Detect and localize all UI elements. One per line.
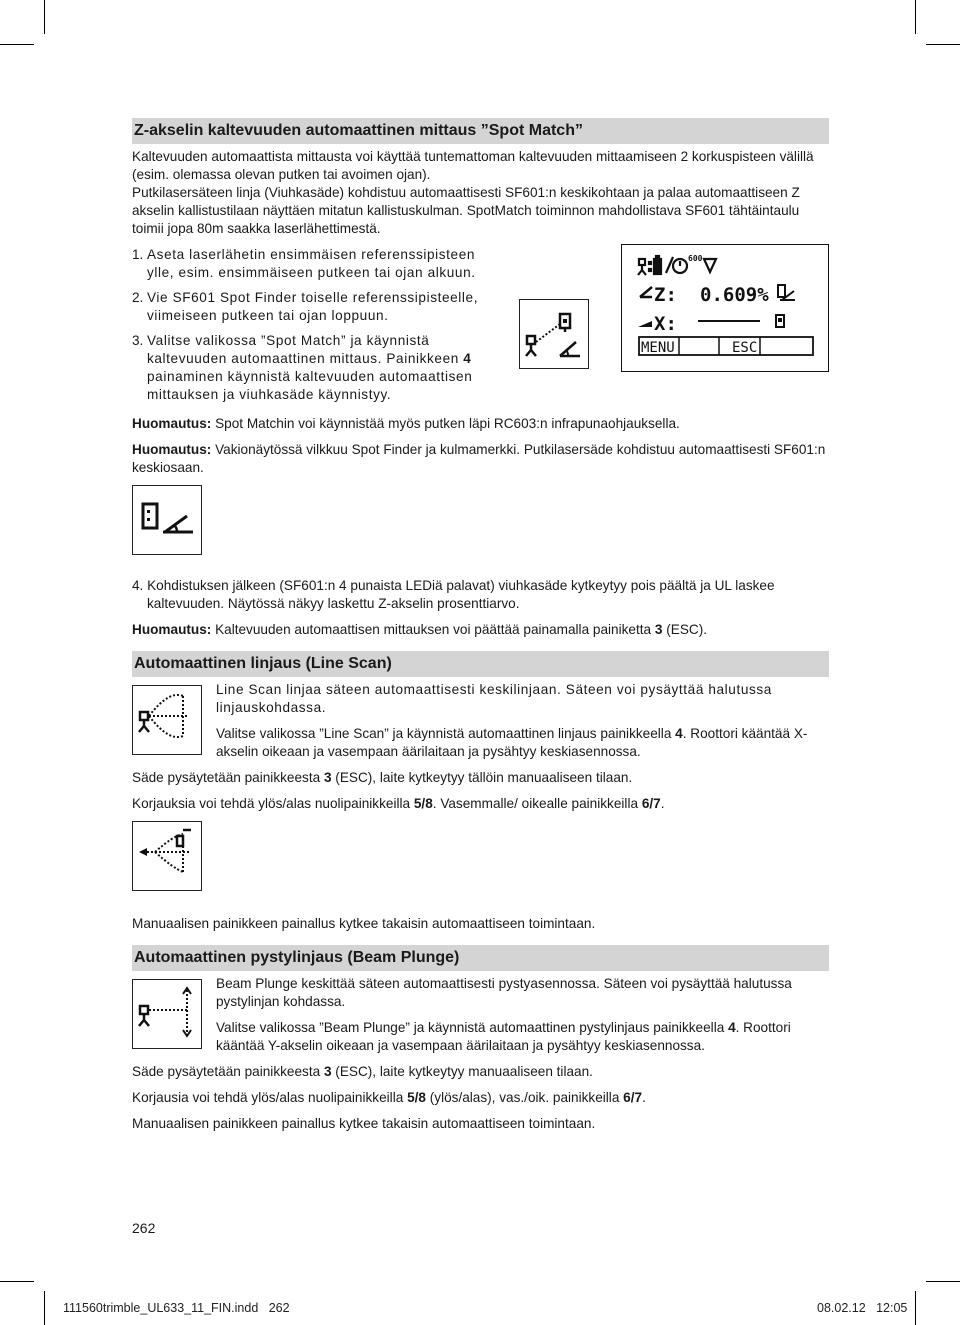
footer-left: 111560trimble_UL633_11_FIN.indd 262 [63, 1301, 290, 1315]
step-item [132, 246, 505, 282]
rpm-value: 600 [688, 254, 703, 263]
spot-finder-icon [776, 315, 784, 327]
beam-plunge-icon [132, 979, 202, 1049]
paragraph: Manuaalisen painikkeen painallus kytkee takaisin automaattiseen toimintaan. [132, 1116, 596, 1131]
text-part: (ylös/alas), vas./oik. painikkeilla [425, 1090, 624, 1105]
line-scan-pictogram [133, 686, 201, 754]
crop-mark [0, 44, 34, 45]
text-part: Korjausia voi tehdä ylös/alas nuolipainikkeilla [132, 1090, 408, 1105]
key-number: 5/8 [407, 1090, 426, 1105]
line-scan-intro [132, 681, 829, 769]
beam-plunge-intro [132, 975, 829, 1063]
steps-with-figures [132, 246, 829, 411]
step-four: 4. Kohdistuksen jälkeen (SF601:n 4 punaista LEDiä palavat) viuhkasäde kytkeytyy pois päältä ja UL laskee kaltevuuden. Näytössä näkyy laskettu Z-akselin prosenttiarvo. [132, 578, 775, 611]
beam-plunge-pictogram [133, 980, 201, 1048]
text-part: Korjauksia voi tehdä ylös/alas nuolipainikkeilla [132, 796, 414, 811]
paragraph: Putkilasersäteen linja (Viuhkasäde) kohdistuu automaattisesti SF601:n keskikohtaan ja palaa automaattiseen Z akselin kallistustilaan näyttäen mitatun kallistuskulman. SpotMatch toiminnon mahdollistava SF601 tähtäintaulu toimii jopa 80m saakka laserlähettimestä. [132, 185, 800, 236]
note-label: Huomautus: [132, 622, 212, 637]
manual-line-scan-pictogram [133, 822, 201, 890]
text-part: Säde pysäytetään painikkeesta [132, 770, 324, 785]
steps-list [132, 246, 505, 411]
note-text: Kaltevuuden automaattisen mittauksen voi päättää painamalla painiketta [211, 622, 655, 637]
text-part: Valitse valikossa ”Beam Plunge” ja käynnistä automaattinen pystylinjaus painikkeella [216, 1020, 729, 1035]
key-number: 4 [675, 726, 683, 741]
spot-match-figure [519, 299, 589, 369]
text-part: (ESC), laite kytkeytyy tällöin manuaaliseen tilaan. [331, 770, 633, 785]
paragraph [132, 1089, 829, 1107]
crop-mark [915, 0, 916, 34]
key-number: 3 [654, 622, 663, 637]
step-number: 1. [132, 247, 144, 262]
key-number: 3 [323, 770, 332, 785]
beam-plunge-text [216, 975, 829, 1063]
section-heading-beam-plunge: Automaattinen pystylinjaus (Beam Plunge) [132, 945, 829, 971]
z-axis-label: Z: [654, 284, 677, 306]
note-text: Spot Matchin voi käynnistää myös putken läpi RC603:n infrapunaohjauksella. [211, 416, 680, 431]
z-row [640, 287, 652, 297]
note [132, 621, 829, 639]
step-text-part: Valitse valikossa ”Spot Match” ja käynnistä kaltevuuden automaattinen mittaus. Painikkeen [147, 333, 464, 366]
angle-icon [778, 285, 795, 300]
x-axis-label: X: [654, 313, 677, 335]
note [132, 415, 829, 433]
text-part: Säde pysäytetään painikkeesta [132, 1064, 324, 1079]
footer-right: 08.02.12 12:05 [817, 1301, 908, 1315]
paragraph: Manuaalisen painikkeen painallus kytkee takaisin automaattiseen toimintaan. [132, 916, 596, 931]
paragraph [216, 725, 829, 761]
text-part: Valitse valikossa ”Line Scan” ja käynnistä automaattinen linjaus painikkeella [216, 726, 676, 741]
crop-mark [926, 44, 960, 45]
lcd-display-figure [621, 244, 829, 372]
crop-mark [915, 1291, 916, 1325]
text-part: . Roottori kääntää X-akselin oikeaan ja vasempaan äärilaitaan ja pysähtyy keskiasennossa. [216, 726, 808, 759]
esc-softkey-label: ESC [732, 340, 758, 356]
key-number: 5/8 [413, 796, 433, 811]
paragraph: Kaltevuuden automaattista mittausta voi käyttää tuntemattoman kaltevuuden mittaamiseen 2 korkuspisteen välillä (esim. olemassa olevan putken tai avoimen ojan). [132, 149, 814, 182]
step-number: 2. [132, 290, 144, 305]
step-text: Aseta laserlähetin ensimmäisen referenssipisteen ylle, esim. ensimmäiseen putkeen tai ojan alkuun. [147, 247, 476, 280]
crop-mark [44, 1291, 45, 1325]
spot-match-icon [519, 299, 589, 369]
step-item [132, 332, 505, 404]
text-part: . [660, 796, 665, 811]
note-text: Vakionäytössä vilkkuu Spot Finder ja kulmamerkki. Putkilasersäde kohdistuu automaattisesti SF601:n keskiosaan. [132, 442, 826, 475]
spot-finder-pictogram [133, 486, 201, 554]
paragraph: Beam Plunge keskittää säteen automaattisesti pystyasennossa. Säteen voi pysäyttää halutussa pystylinjan kohdassa. [216, 976, 792, 1009]
text-part: (ESC), laite kytkeytyy manuaaliseen tilaan. [331, 1064, 593, 1079]
x-row [638, 321, 652, 327]
paragraph: Line Scan linjaa säteen automaattisesti keskilinjaan. Säteen voi pysäyttää halutussa linjauskohdassa. [216, 682, 772, 715]
z-slope-value: 0.609% [700, 284, 769, 306]
note [132, 441, 829, 477]
crop-mark [0, 1281, 34, 1282]
main-content [132, 118, 829, 1141]
key-number: 4 [728, 1020, 736, 1035]
status-icons [638, 256, 716, 275]
note-label: Huomautus: [132, 442, 212, 457]
step-number: 3. [132, 333, 144, 348]
step-item [132, 289, 505, 325]
step-text [147, 332, 505, 404]
manual-line-scan-icon [132, 821, 202, 891]
crop-mark [44, 0, 45, 34]
key-number: 6/7 [623, 1090, 643, 1105]
menu-softkey-label: MENU [641, 340, 675, 356]
key-number: 3 [323, 1064, 332, 1079]
lcd-display [621, 244, 829, 372]
paragraph [132, 795, 829, 813]
lcd-screen [622, 245, 828, 371]
paragraph [132, 1063, 829, 1081]
page-number: 262 [132, 1220, 156, 1236]
key-number: 4 [463, 351, 472, 366]
step-text: Vie SF601 Spot Finder toiselle referenssipisteelle, viimeiseen putkeen tai ojan loppuun. [147, 290, 479, 323]
step-text-part: painaminen käynnistä kaltevuuden automaattisen mittauksen ja viuhkasäde käynnistyy. [147, 369, 473, 402]
line-scan-text [216, 681, 829, 769]
spot-finder-angle-icon [132, 485, 202, 555]
paragraph [216, 1019, 829, 1055]
note-text: (ESC). [662, 622, 708, 637]
spot-match-pictogram [520, 300, 588, 368]
section-heading-spot-match: Z-akselin kaltevuuden automaattinen mittaus ”Spot Match” [132, 118, 829, 144]
key-number: 6/7 [641, 796, 661, 811]
section-heading-line-scan: Automaattinen linjaus (Line Scan) [132, 651, 829, 677]
text-part: . Vasemmalle/ oikealle painikkeilla [432, 796, 642, 811]
crop-mark [926, 1281, 960, 1282]
line-scan-icon [132, 685, 202, 755]
note-label: Huomautus: [132, 416, 212, 431]
text-part: . [642, 1090, 646, 1105]
text-part: . Roottori kääntää Y-akselin oikeaan ja vasempaan äärilaitaan ja pysähtyy keskiasennossa. [216, 1020, 791, 1053]
paragraph [132, 769, 829, 787]
